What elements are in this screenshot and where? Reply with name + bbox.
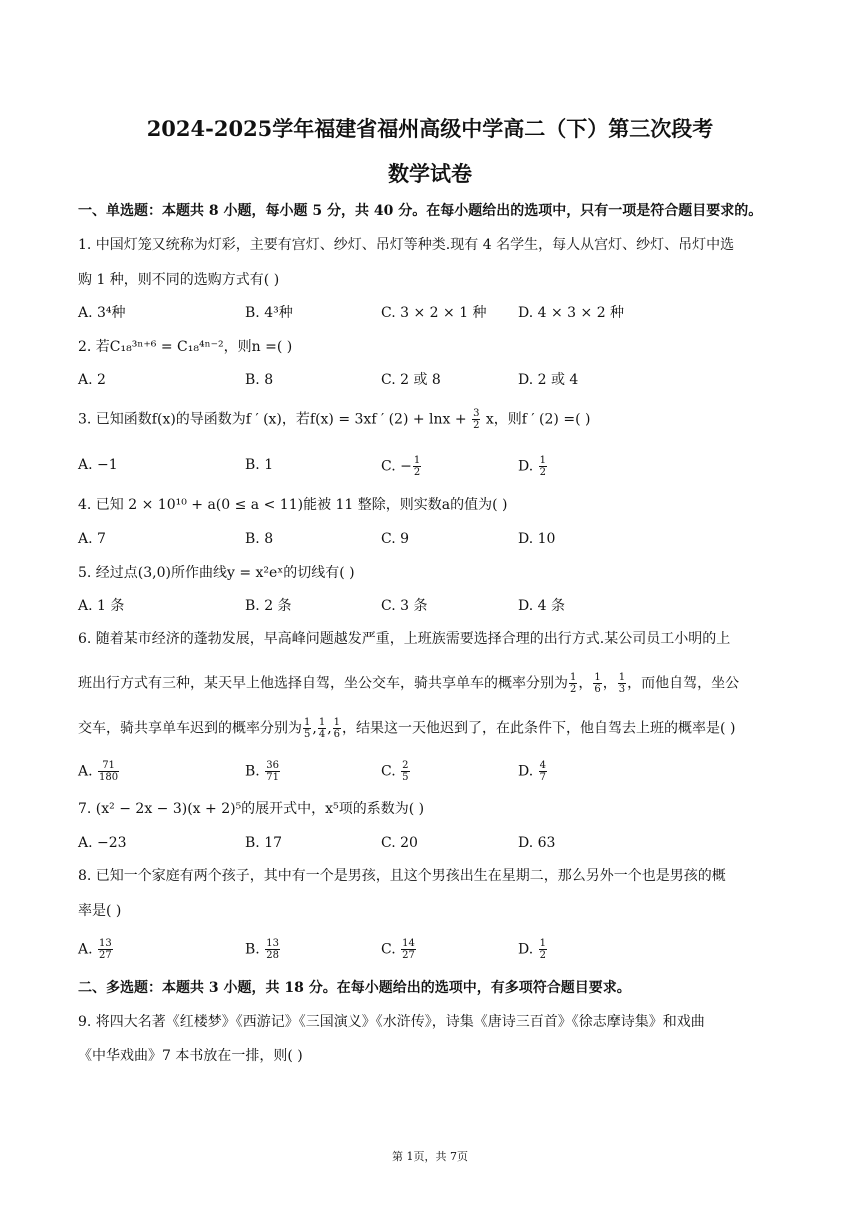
q3-stem-part1: 3. 已知函数f(x)的导函数为f ′ (x)，若f(x) = 3xf ′ (2) + lnx + [78, 411, 467, 428]
q6-option-a: A. $\frac{71}{180}$ [78, 760, 119, 783]
q8-option-b: B. $\frac{13}{28}$ [245, 938, 279, 961]
q8-stem-line2: 率是( ) [78, 903, 122, 919]
q8-stem-line1: 8. 已知一个家庭有两个孩子，其中有一个是男孩，且这个男孩出生在星期二，那么另外一个也是男孩的概 [78, 868, 726, 884]
q2-option-a: A. 2 [78, 372, 106, 388]
exam-title: 2024-2025学年福建省福州高级中学高二（下）第三次段考 [146, 116, 714, 141]
q3-option-a: A. −1 [78, 457, 118, 473]
q2-stem: 2. 若C₁₈³ⁿ⁺⁶ = C₁₈⁴ⁿ⁻²，则n =( ) [78, 339, 293, 355]
q1-stem-line1: 1. 中国灯笼又统称为灯彩，主要有宫灯、纱灯、吊灯等种类.现有 4 名学生，每人从宫灯、纱灯、吊灯中选 [78, 237, 735, 253]
q7-stem: 7. (x² − 2x − 3)(x + 2)⁵的展开式中，x⁵项的系数为( ) [78, 801, 425, 817]
q3-stem-part2: x，则f ′ (2) =( ) [485, 411, 591, 428]
q3-option-d: D. $\frac{1}{2}$ [518, 455, 547, 478]
q2-option-b: B. 8 [245, 372, 274, 388]
q1-option-c: C. 3 × 2 × 1 种 [381, 305, 487, 321]
q9-stem-line1: 9. 将四大名著《红楼梦》《西游记》《三国演义》《水浒传》，诗集《唐诗三百首》《徐志摩诗集》和戏曲 [78, 1014, 705, 1030]
q2-option-d: D. 2 或 4 [518, 372, 579, 388]
q4-option-d: D. 10 [518, 531, 556, 547]
q1-stem-line2: 购 1 种，则不同的选购方式有( ) [78, 272, 280, 288]
q6-option-b: B. $\frac{36}{71}$ [245, 760, 279, 783]
q3-fraction: $\frac{3}{2}$ [473, 408, 480, 431]
q6-option-d: D. $\frac{4}{7}$ [518, 760, 547, 783]
q1-option-a: A. 3⁴种 [78, 305, 126, 321]
q6-stem-line1: 6. 随着某市经济的蓬勃发展，早高峰问题越发严重，上班族需要选择合理的出行方式.某公司员工小明的上 [78, 631, 731, 647]
q7-option-b: B. 17 [245, 835, 283, 851]
q6-stem-line3: 交车，骑共享单车迟到的概率分别为 $\frac{1}{5}$ , $\frac{1}{4}$ , $\frac{1}{6}$ ，结果这一天他迟到了，在此条件下，他自驾去上班的概率是( ) [78, 717, 736, 740]
q4-option-a: A. 7 [78, 531, 106, 547]
q4-option-c: C. 9 [381, 531, 410, 547]
q3-option-b: B. 1 [245, 457, 274, 473]
q5-option-c: C. 3 条 [381, 598, 428, 614]
section-2-heading: 二、多选题：本题共 3 小题，共 18 分。在每小题给出的选项中，有多项符合题目要求。 [78, 980, 631, 996]
q7-option-c: C. 20 [381, 835, 418, 851]
q5-stem: 5. 经过点(3,0)所作曲线y = x²eˣ的切线有( ) [78, 565, 355, 581]
q4-stem: 4. 已知 2 × 10¹⁰ + a(0 ≤ a < 11)能被 11 整除，则实数a的值为( ) [78, 497, 508, 513]
q7-option-a: A. −23 [78, 835, 127, 851]
q2-option-c: C. 2 或 8 [381, 372, 441, 388]
q8-option-a: A. $\frac{13}{27}$ [78, 938, 112, 961]
section-1-heading: 一、单选题：本题共 8 小题，每小题 5 分，共 40 分。在每小题给出的选项中，只有一项是符合题目要求的。 [78, 203, 763, 219]
q5-option-d: D. 4 条 [518, 598, 565, 614]
q8-option-c: C. $\frac{14}{27}$ [381, 938, 415, 961]
q6-option-c: C. $\frac{2}{5}$ [381, 760, 409, 783]
q1-option-b: B. 4³种 [245, 305, 293, 321]
q8-option-d: D. $\frac{1}{2}$ [518, 938, 547, 961]
q4-option-b: B. 8 [245, 531, 274, 547]
q7-option-d: D. 63 [518, 835, 556, 851]
q3-option-c: C. − $\frac{1}{2}$ [381, 455, 421, 478]
q5-option-a: A. 1 条 [78, 598, 125, 614]
q3-stem [78, 408, 590, 431]
page-footer: 第 1页，共 7页 [392, 1150, 468, 1163]
q1-option-d: D. 4 × 3 × 2 种 [518, 305, 625, 321]
q6-stem-line2: 班出行方式有三种，某天早上他选择自驾，坐公交车，骑共享单车的概率分别为 $\frac{1}{2}$ ， $\frac{1}{6}$ ， $\frac{1}{3}$ ，而他自驾，坐公 [78, 672, 740, 695]
q9-stem-line2: 《中华戏曲》7 本书放在一排，则( ) [78, 1048, 303, 1064]
q5-option-b: B. 2 条 [245, 598, 292, 614]
exam-subtitle: 数学试卷 [388, 161, 472, 186]
